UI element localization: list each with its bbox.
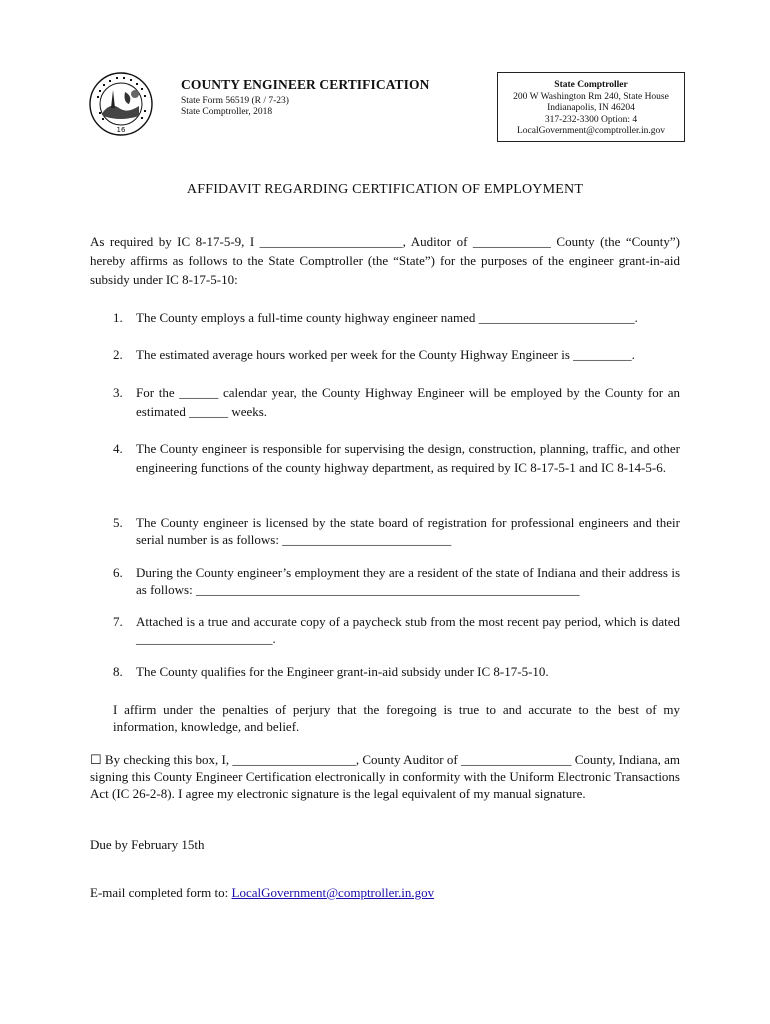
email-instruction (90, 883, 680, 902)
item-number: 6. (113, 565, 123, 580)
list-item (113, 613, 680, 647)
item-text: Attached is a true and accurate copy of a paycheck stub from the most recent pay period, which is dated _____________________. (136, 614, 680, 646)
intro-paragraph: As required by IC 8-17-5-9, I ______________________, Auditor of ____________ County (the “County”) hereby affirms as follows to the State Comptroller (the “State”) for the purposes of the engineer grant-in-aid subsidy under IC 8-17-5-10: (90, 234, 680, 287)
form-number: State Form 56519 (R / 7-23) (181, 96, 289, 106)
item-text: The County employs a full-time county highway engineer named ________________________. (136, 310, 638, 325)
signature-statement-text: By checking this box, I, ___________________, County Auditor of _________________ County, Indiana, am signing this County Engineer Certification electronically in conformity with the Uniform Electronic Transactions Act (IC 26-2-8). I agree my electronic signature is the legal equivalent of my manual signature. (90, 752, 680, 801)
item-text: The County engineer is responsible for supervising the design, construction, planning, traffic, and other engineering functions of the county highway department, as required by IC 8-17-5-1 and IC 8-14-5-6. (136, 441, 680, 475)
address-line-1: 200 W Washington Rm 240, State House (513, 91, 669, 102)
item-text: The estimated average hours worked per week for the County Highway Engineer is _________. (136, 347, 635, 362)
address-name: State Comptroller (554, 80, 628, 90)
item-text: During the County engineer’s employment they are a resident of the state of Indiana and their address is as follows: ___________________________________________________________ (136, 565, 680, 597)
list-item (113, 308, 680, 327)
affirmation-paragraph: I affirm under the penalties of perjury that the foregoing is true to and accurate to the best of my information, knowledge, and belief. (113, 702, 680, 734)
list-item (113, 345, 680, 364)
list-item (113, 383, 680, 421)
address-line-2: Indianapolis, IN 46204 (547, 103, 635, 114)
item-text: For the ______ calendar year, the County Highway Engineer will be employed by the County for an estimated ______ weeks. (136, 385, 680, 419)
item-number: 3. (113, 385, 123, 400)
email-label: E-mail completed form to: (90, 885, 232, 900)
item-number: 8. (113, 664, 123, 679)
list-item (113, 514, 680, 548)
seal-year: 16 (116, 126, 126, 134)
item-number: 7. (113, 614, 123, 629)
state-seal-icon (89, 72, 153, 136)
comptroller-address-box (497, 72, 685, 142)
agency-line: State Comptroller, 2018 (181, 107, 273, 117)
signature-checkbox[interactable]: ☐ (90, 752, 102, 767)
electronic-signature-statement (90, 751, 680, 802)
address-line-4: LocalGovernment@comptroller.in.gov (516, 126, 666, 137)
affidavit-title: AFFIDAVIT REGARDING CERTIFICATION OF EMPLOYMENT (186, 182, 584, 197)
list-item (113, 662, 680, 681)
form-title: COUNTY ENGINEER CERTIFICATION (181, 77, 430, 92)
item-number: 2. (113, 347, 123, 362)
list-item (113, 439, 680, 477)
item-number: 4. (113, 441, 123, 456)
item-text: The County engineer is licensed by the state board of registration for professional engineers and their serial number is as follows: __________________________ (136, 515, 680, 547)
list-item (113, 564, 680, 598)
address-line-3: 317-232-3300 Option: 4 (544, 114, 638, 125)
email-link[interactable]: LocalGovernment@comptroller.in.gov (231, 885, 435, 900)
item-number: 1. (113, 310, 123, 325)
item-text: The County qualifies for the Engineer grant-in-aid subsidy under IC 8-17-5-10. (136, 664, 549, 679)
due-date: Due by February 15th (90, 837, 205, 852)
item-number: 5. (113, 515, 123, 530)
